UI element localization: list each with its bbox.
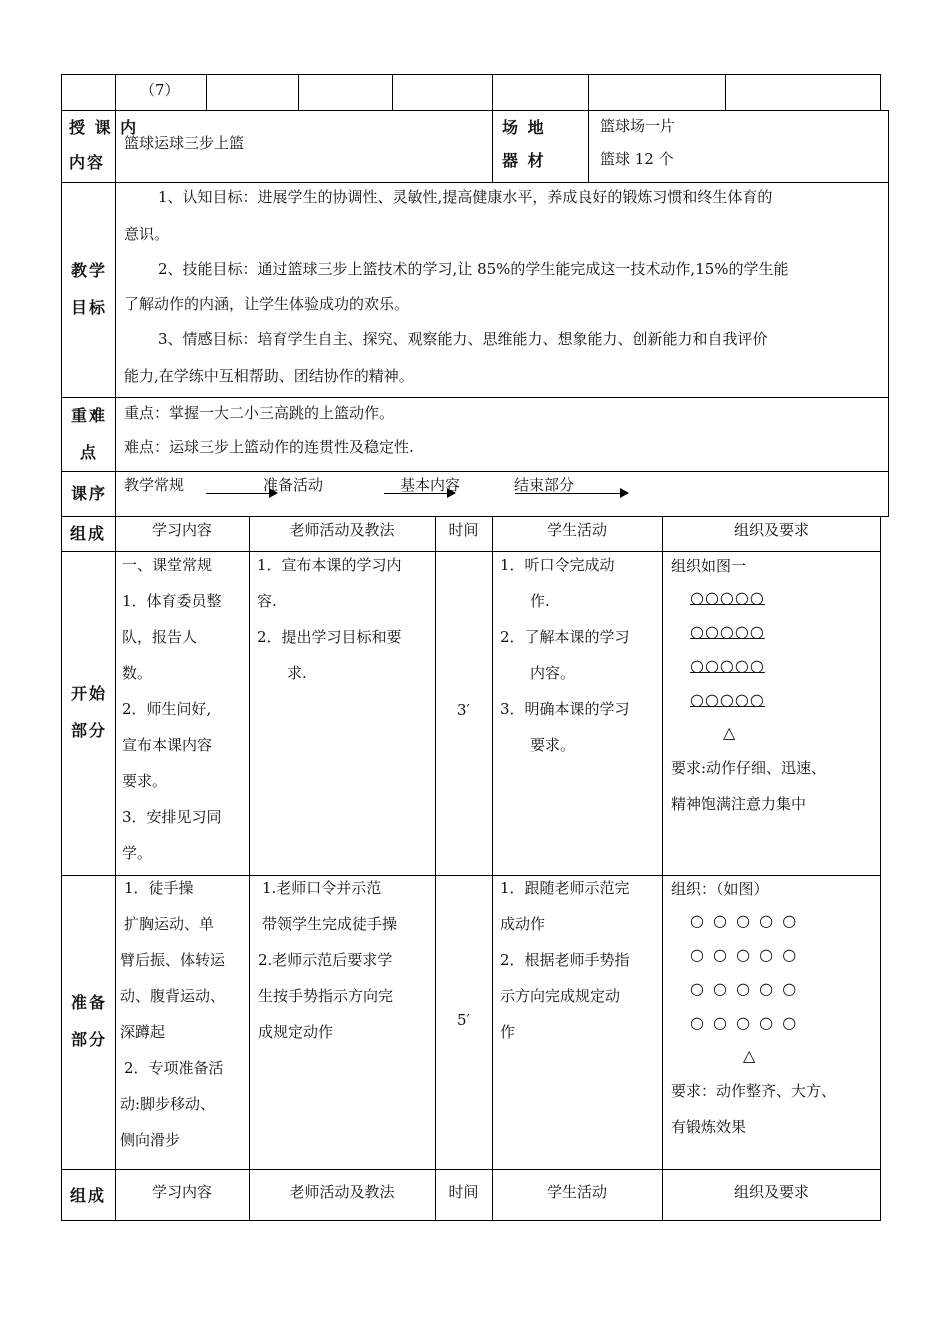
section-label-2: 部分 — [71, 1030, 108, 1049]
start-requirement — [671, 750, 826, 822]
start-formation — [690, 581, 765, 717]
formation-row: ○○○○○ — [690, 622, 765, 641]
text-line: 生按手势指示方向完 — [258, 987, 394, 1005]
col-header: 组成 — [70, 524, 107, 543]
formation-row: ○○○○○ — [690, 588, 765, 607]
text-line: 要求:动作仔细、迅速、 — [671, 759, 827, 777]
divider — [392, 74, 393, 111]
lesson-label: 授 课 内 — [69, 118, 139, 137]
text-line: 学。 — [122, 844, 153, 862]
objective-line: 能力,在学练中互相帮助、团结协作的精神。 — [124, 367, 414, 385]
text-line: 成动作 — [500, 915, 546, 933]
text-line: 侧向滑步 — [120, 1131, 181, 1149]
divider — [298, 74, 299, 111]
formation-row: ○○○○○ — [690, 656, 765, 675]
lesson-content: 篮球运球三步上篮 — [124, 134, 245, 152]
text-line: 内容。 — [500, 664, 576, 682]
formation-row: ○ ○ ○ ○ ○ — [690, 1013, 799, 1032]
divider — [492, 74, 493, 111]
teacher-triangle-icon: △ — [723, 723, 736, 742]
teacher-triangle-icon: △ — [743, 1046, 756, 1065]
venue-value: 篮球场一片 — [600, 117, 676, 135]
text-line: 1．跟随老师示范完 — [500, 879, 630, 897]
sequence-step: 准备活动 — [263, 476, 324, 494]
venue-label: 场 地 — [502, 118, 546, 137]
col-header: 学习内容 — [151, 1183, 212, 1201]
divider — [492, 110, 493, 183]
col-header: 时间 — [448, 1183, 479, 1201]
start-time: 3′ — [457, 701, 470, 719]
divider — [115, 74, 116, 111]
sequence-row — [61, 471, 889, 517]
text-line: 1．听口令完成动 — [500, 556, 615, 574]
objective-line: 意识。 — [124, 225, 170, 243]
text-line: 成规定动作 — [258, 1023, 334, 1041]
divider — [725, 74, 726, 111]
text-line: 扩胸运动、单 — [124, 915, 215, 933]
objective-line: 3、情感目标：培育学生自主、探究、观察能力、思维能力、想象能力、创新能力和自我评价 — [158, 330, 768, 348]
prep-org-title: 组织：（如图） — [671, 880, 769, 898]
divider — [206, 74, 207, 111]
formation-row: ○ ○ ○ ○ ○ — [690, 911, 799, 930]
text-line: 一、课堂常规 — [122, 556, 213, 574]
prep-time: 5′ — [457, 1011, 470, 1029]
start-content — [122, 547, 222, 871]
key-points-label: 重难 — [71, 406, 108, 425]
col-header: 时间 — [448, 521, 479, 539]
sequence-step: 基本内容 — [400, 476, 461, 494]
col-header: 组织及要求 — [733, 521, 809, 539]
text-line: 数。 — [122, 664, 153, 682]
col-header: 老师活动及教法 — [289, 1183, 395, 1201]
section-label-2: 部分 — [71, 721, 108, 740]
text-line: 队，报告人 — [122, 628, 198, 646]
text-line: 2.老师示范后要求学 — [258, 951, 393, 969]
equipment-value: 篮球 12 个 — [600, 150, 674, 168]
start-teacher — [257, 547, 402, 691]
text-line: 深蹲起 — [120, 1023, 166, 1041]
text-line: 动:脚步移动、 — [120, 1095, 216, 1113]
divider — [115, 397, 116, 472]
col-header: 组成 — [70, 1186, 107, 1205]
start-org-title: 组织如图一 — [671, 557, 747, 575]
text-line: 动、腹背运动、 — [120, 987, 226, 1005]
text-line: 3．明确本课的学习 — [500, 700, 630, 718]
objective-line: 1、认知目标：进展学生的协调性、灵敏性,提高健康水平，养成良好的锻炼习惯和终生体育的 — [158, 188, 773, 206]
text-line: 容. — [257, 592, 277, 610]
divider — [115, 471, 116, 517]
text-line: 1．徒手操 — [124, 879, 194, 897]
divider — [588, 74, 589, 111]
text-line: 求. — [257, 664, 307, 682]
divider — [61, 1169, 881, 1170]
prep-requirement — [671, 1073, 836, 1145]
col-header: 学生活动 — [546, 1183, 607, 1201]
text-line: 作. — [500, 592, 550, 610]
sequence-step: 结束部分 — [514, 476, 575, 494]
text-line: 3．安排见习同 — [122, 808, 222, 826]
text-line: 2．师生问好, — [122, 700, 212, 718]
divider — [249, 516, 250, 1221]
text-line: 2．了解本课的学习 — [500, 628, 630, 646]
sequence-step: 教学常规 — [124, 476, 185, 494]
col-header: 学习内容 — [151, 521, 212, 539]
col-header: 组织及要求 — [733, 1183, 809, 1201]
arrow-icon — [515, 493, 627, 494]
divider — [115, 182, 116, 398]
text-line: 臂后振、体转运 — [120, 951, 226, 969]
top-row — [61, 74, 881, 111]
text-line: 2．根据老师手势指 — [500, 951, 630, 969]
text-line: 2．提出学习目标和要 — [257, 628, 402, 646]
divider — [435, 516, 436, 1221]
text-line: 精神饱满注意力集中 — [671, 795, 807, 813]
prep-formation — [690, 904, 798, 1040]
text-line: 要求：动作整齐、大方、 — [671, 1082, 837, 1100]
text-line: 带领学生完成徒手操 — [262, 915, 398, 933]
text-line: 2．专项准备活 — [124, 1059, 224, 1077]
text-line: 要求。 — [122, 772, 168, 790]
col-header: 学生活动 — [546, 521, 607, 539]
text-line: 1.老师口令并示范 — [262, 879, 382, 897]
col-header: 老师活动及教法 — [289, 521, 395, 539]
formation-row: ○○○○○ — [690, 690, 765, 709]
key-point: 重点：掌握一大二小三高跳的上篮动作。 — [124, 404, 395, 422]
section-label: 准备 — [71, 993, 108, 1012]
objective-line: 了解动作的内涵，让学生体验成功的欢乐。 — [124, 295, 410, 313]
lesson-label-2: 内容 — [69, 153, 106, 172]
text-line: 1．宣布本课的学习内 — [257, 556, 402, 574]
text-line: 有锻炼效果 — [671, 1118, 747, 1136]
start-student — [500, 547, 630, 763]
objectives-label: 教学 — [71, 261, 108, 280]
divider — [492, 516, 493, 1221]
prep-teacher — [258, 870, 397, 1050]
formation-row: ○ ○ ○ ○ ○ — [690, 945, 799, 964]
difficulty-point: 难点：运球三步上篮动作的连贯性及稳定性. — [124, 438, 414, 456]
equipment-label: 器 材 — [502, 151, 546, 170]
text-line: 作 — [500, 1023, 516, 1041]
divider — [588, 110, 589, 183]
divider — [662, 516, 663, 1221]
divider — [115, 516, 116, 1221]
prep-student — [500, 870, 630, 1050]
text-line: 示方向完成规定动 — [500, 987, 621, 1005]
formation-row: ○ ○ ○ ○ ○ — [690, 979, 799, 998]
objectives-label-2: 目标 — [71, 298, 108, 317]
row-number: （7） — [140, 81, 180, 99]
prep-content — [120, 870, 225, 1158]
text-line: 1．体育委员整 — [122, 592, 222, 610]
sequence-label: 课序 — [71, 484, 108, 503]
text-line: 宣布本课内容 — [122, 736, 213, 754]
section-label: 开始 — [71, 684, 108, 703]
key-points-label-2: 点 — [80, 443, 99, 462]
objective-line: 2、技能目标：通过篮球三步上篮技术的学习,让 85%的学生能完成这一技术动作,15%的学生能 — [158, 260, 789, 278]
text-line: 要求。 — [500, 736, 576, 754]
